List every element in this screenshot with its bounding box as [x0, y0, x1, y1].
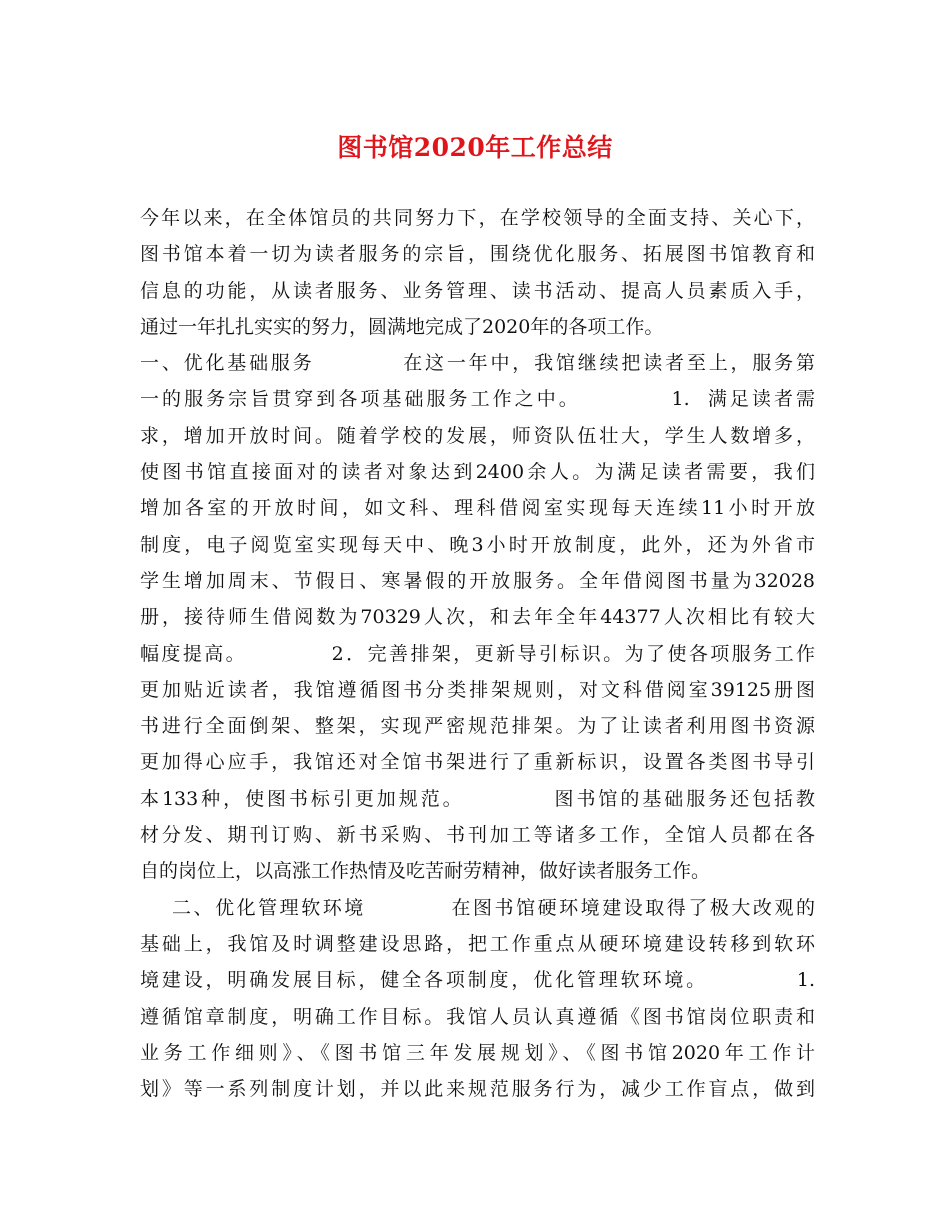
body-line: 求，增加开放时间。随着学校的发展，师资队伍壮大，学生人数增多，: [140, 424, 815, 447]
body-line: 更加贴近读者，我馆遵循图书分类排架规则，对文科借阅室39125册图: [140, 678, 815, 701]
body-line: 本133种，使图书标引更加规范。 图书馆的基础服务还包括教: [140, 787, 815, 810]
body-line: 通过一年扎扎实实的努力，圆满地完成了2020年的各项工作。: [140, 315, 664, 338]
body-line: 境建设，明确发展目标，健全各项制度，优化管理软环境。 1.: [140, 969, 815, 992]
body-line: 划》等一系列制度计划，并以此来规范服务行为，减少工作盲点，做到: [140, 1078, 815, 1101]
body-line: 制度，电子阅览室实现每天中、晚3小时开放制度，此外，还为外省市: [140, 533, 815, 556]
section-heading-line: 一、优化基础服务 在这一年中，我馆继续把读者至上，服务第: [140, 352, 815, 375]
body-line: 材分发、期刊订购、新书采购、书刊加工等诸多工作，全馆人员都在各: [140, 824, 815, 847]
body-line: 今年以来，在全体馆员的共同努力下，在学校领导的全面支持、关心下，: [140, 207, 815, 229]
body-line: 更加得心应手，我馆还对全馆书架进行了重新标识，设置各类图书导引: [140, 751, 815, 774]
body-line: 基础上，我馆及时调整建设思路，把工作重点从硬环境建设转移到软环: [140, 932, 815, 955]
body-line: 册，接待师生借阅数为70329人次，和去年全年44377人次相比有较大: [140, 606, 815, 629]
body-line: 遵循馆章制度，明确工作目标。我馆人员认真遵循《图书馆岗位职责和: [140, 1005, 815, 1028]
body-line: 书进行全面倒架、整架，实现严密规范排架。为了让读者利用图书资源: [140, 715, 815, 738]
document-body: [140, 200, 815, 1107]
body-line: 学生增加周末、节假日、寒暑假的开放服务。全年借阅图书量为32028: [140, 569, 815, 592]
body-line: 增加各室的开放时间，如文科、理科借阅室实现每天连续11小时开放: [140, 497, 815, 520]
document-title: 图书馆2020年工作总结: [337, 133, 613, 162]
body-line: 业务工作细则》、《图书馆三年发展规划》、《图书馆2020年工作计: [140, 1041, 815, 1064]
body-line: 信息的功能，从读者服务、业务管理、读书活动、提高人员素质入手，: [140, 279, 815, 302]
body-line: 自的岗位上，以高涨工作热情及吃苦耐劳精神，做好读者服务工作。: [140, 860, 711, 883]
body-line: 图书馆本着一切为读者服务的宗旨，围绕优化服务、拓展图书馆教育和: [140, 243, 815, 266]
body-line: 一的服务宗旨贯穿到各项基础服务工作之中。 1. 满足读者需: [140, 388, 815, 411]
body-line: 使图书馆直接面对的读者对象达到2400余人。为满足读者需要，我们: [140, 461, 815, 484]
body-line: 幅度提高。 2．完善排架，更新导引标识。为了使各项服务工作: [140, 642, 815, 665]
section-heading-line: 二、优化管理软环境 在图书馆硬环境建设取得了极大改观的: [172, 896, 815, 919]
